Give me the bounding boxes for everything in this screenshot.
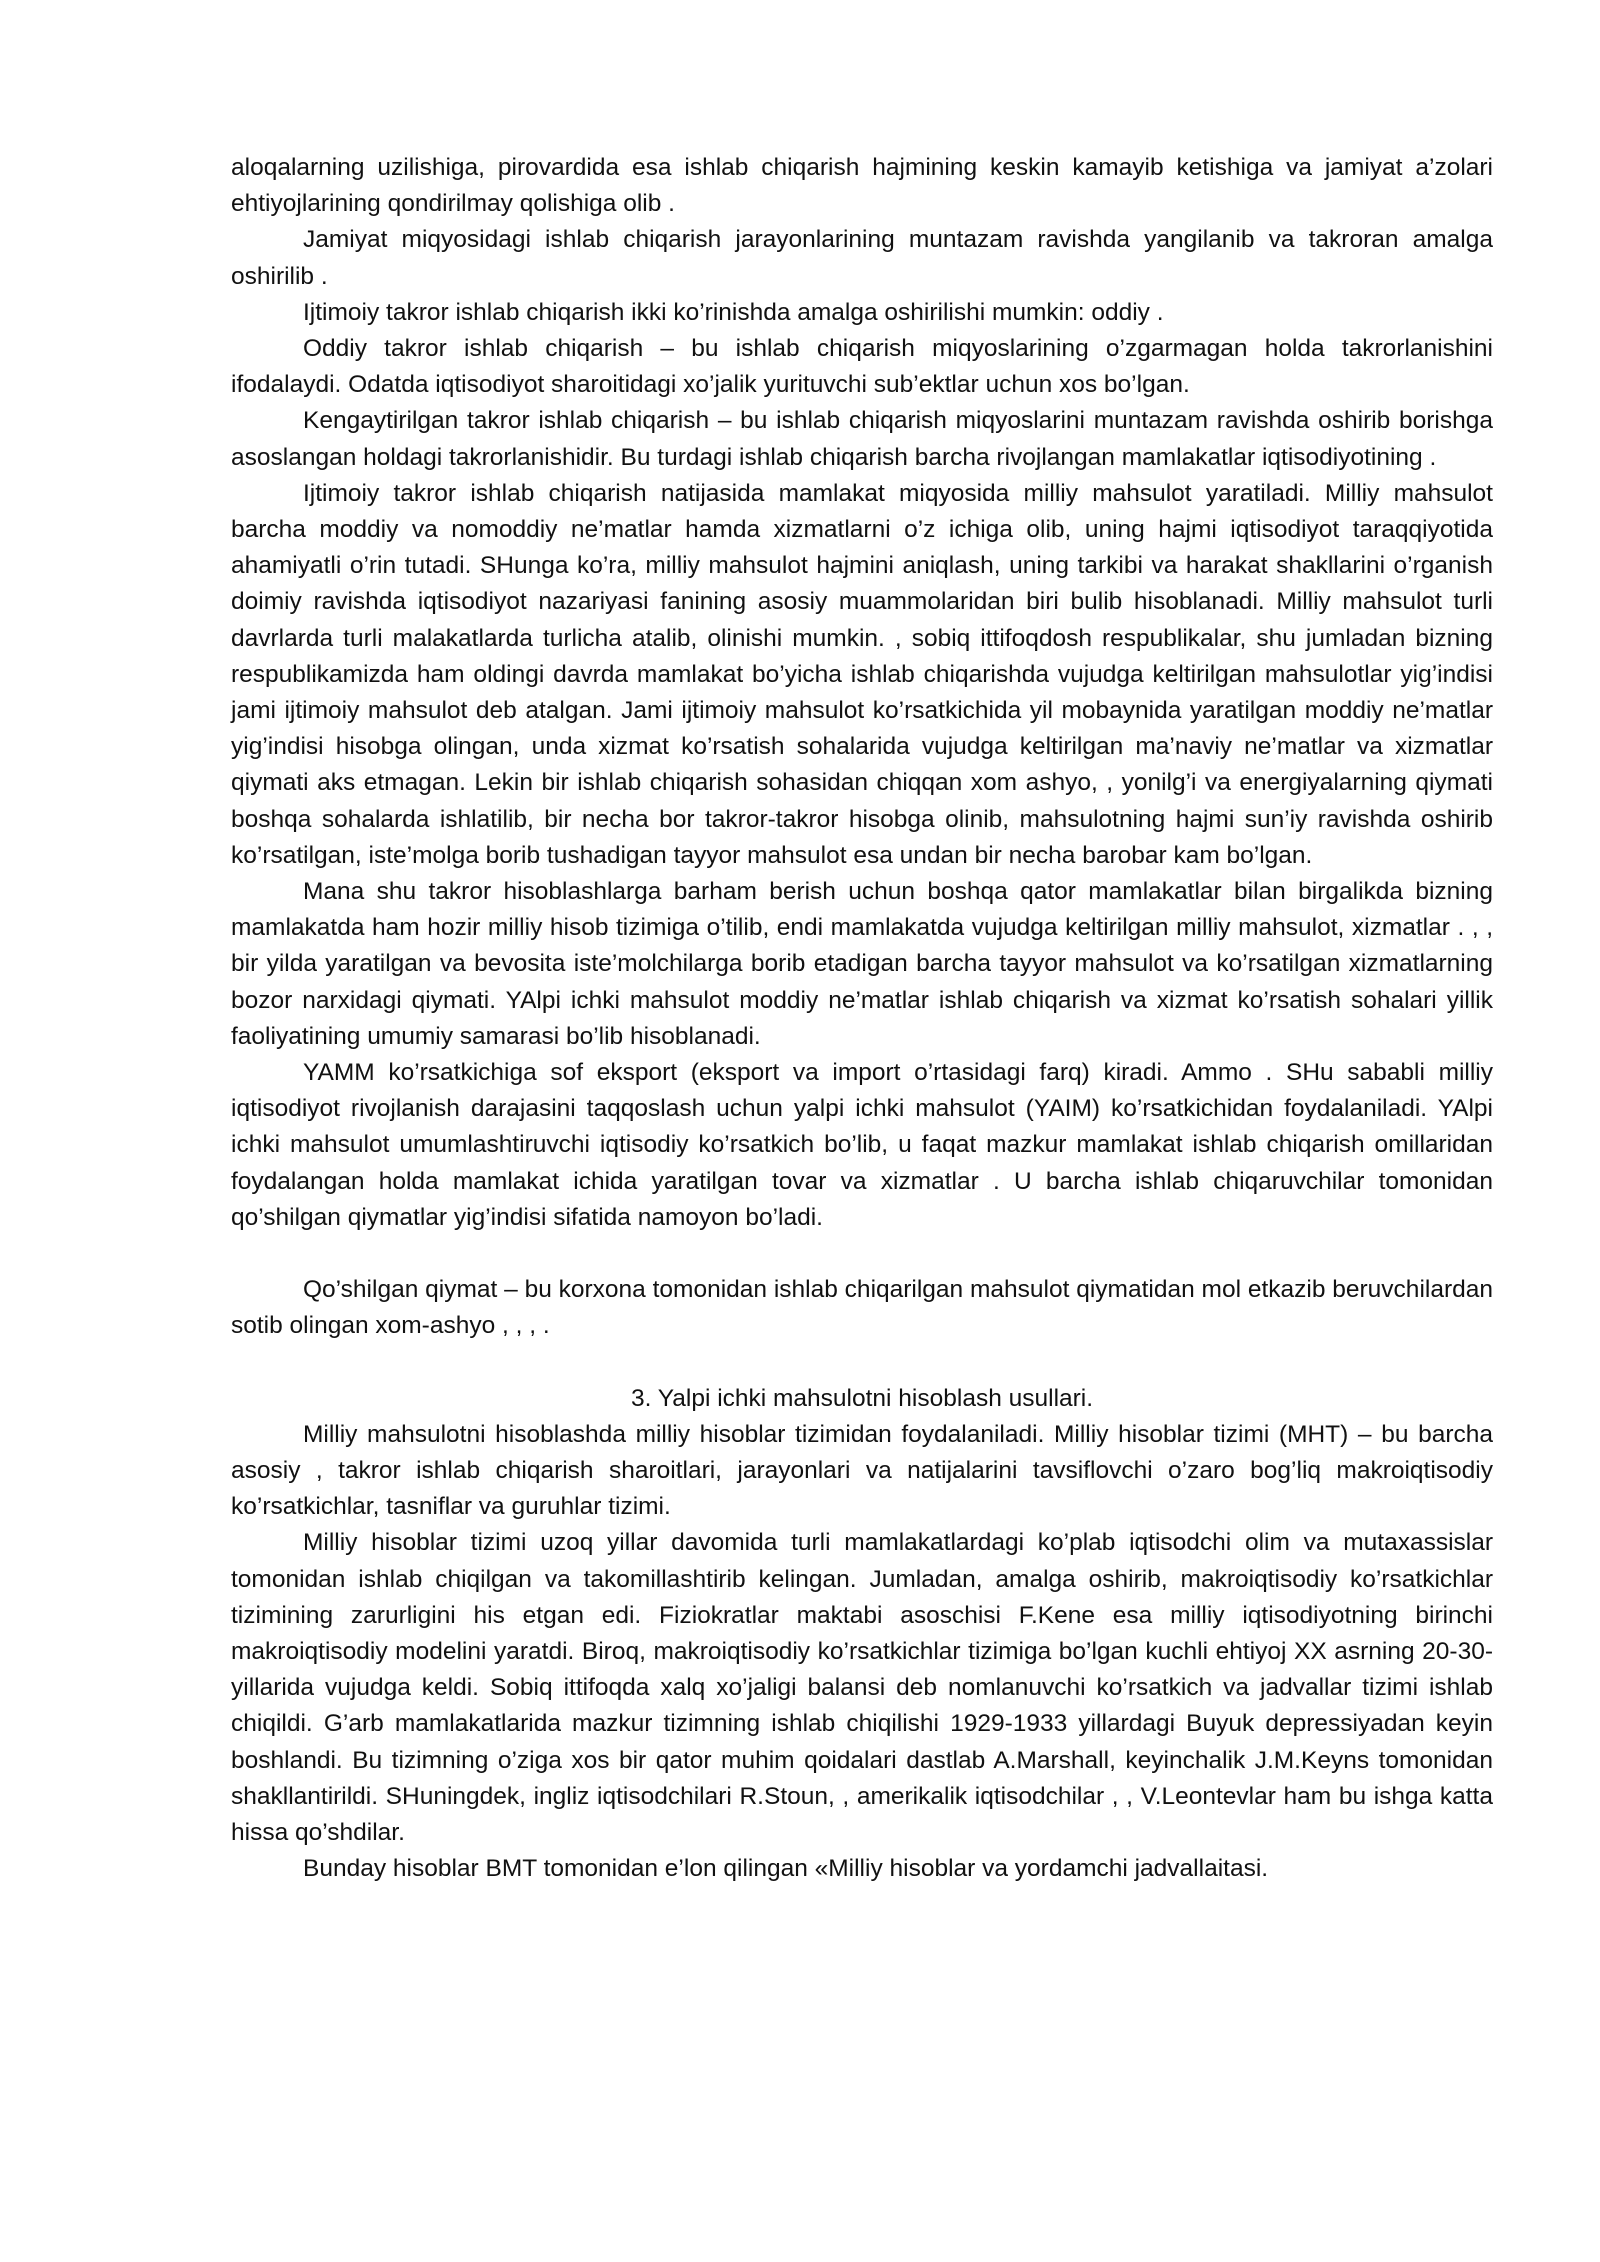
paragraph-yamm: YAMM ko’rsatkichiga sof eksport (eksport va import o’rtasidagi farq) kiradi. Ammo . SHu sababli milliy iqtisodiyot rivojlanish darajasini taqqoslash uchun yalpi ichki mahsulot (YAIM) ko’rsatkichidan foydalaniladi. YAlpi ichki mahsulot umumlashtiruvchi iqtisodiy ko’rsatkich bo’lib, u faqat mazkur mamlakat ishlab chiqarish omillaridan foydalangan holda mamlakat ichida yaratilgan tovar va xizmatlar . U barcha ishlab chiqaruvchilar tomonidan qo’shilgan qiymatlar yig’indisi sifatida namoyon bo’ladi.	[231, 1059, 1493, 1231]
paragraph-kengaytirilgan: Kengaytirilgan takror ishlab chiqarish – bu ishlab chiqarish miqyoslarini muntazam ravishda oshirib borishga asoslangan holdagi takrorlanishidir. Bu turdagi ishlab chiqarish barcha rivojlangan mamlakatlar iqtisodiyotining .	[231, 407, 1493, 471]
paragraph-mana-shu: Mana shu takror hisoblashlarga barham berish uchun boshqa qator mamlakatlar bilan birgalikda bizning mamlakatda ham hozir milliy hisob tizimiga o’tilib, endi mamlakatda vujudga keltirilgan milliy mahsulot, xizmatlar . , , bir yilda yaratilgan va bevosita iste’molchilarga borib etadigan barcha tayyor mahsulot va ko’rsatilgan xizmatlarning bozor narxidagi qiymati. YAlpi ichki mahsulot moddiy ne’matlar ishlab chiqarish va xizmat ko’rsatish sohalari yillik faoliyatining umumiy samarasi bo’lib hisoblanadi.	[231, 878, 1493, 1050]
paragraph-mht-history: Milliy hisoblar tizimi uzoq yillar davomida turli mamlakatlardagi ko’plab iqtisodchi olim va mutaxassislar tomonidan ishlab chiqilgan va takomillashtirib kelingan. Jumladan, amalga oshirib, makroiqtisodiy ko’rsatkichlar tizimining zarurligini his etgan edi. Fiziokratlar maktabi asoschisi F.Kene esa milliy iqtisodiyotning birinchi makroiqtisodiy modelini yaratdi. Biroq, makroiqtisodiy ko’rsatkichlar tizimiga bo’lgan kuchli ehtiyoj XX asrning 20-30-yillarida vujudga keldi. Sobiq ittifoqda xalq xo’jaligi balansi deb nomlanuvchi ko’rsatkich va jadvallar tizimi ishlab chiqildi. G’arb mamlakatlarida mazkur tizimning ishlab chiqilishi 1929-1933 yillardagi Buyuk depressiyadan keyin boshlandi. Bu tizimning o’ziga xos bir qator muhim qoidalari dastlab A.Marshall, keyinchalik J.M.Keyns tomonidan shakllantirildi. SHuningdek, ingliz iqtisodchilari R.Stoun, , amerikalik iqtisodchilar , , V.Leontevlar ham bu ishga katta hissa qo’shdilar.	[231, 1529, 1493, 1846]
paragraph-milliy-mahsulot: Ijtimoiy takror ishlab chiqarish natijasida mamlakat miqyosida milliy mahsulot yaratiladi. Milliy mahsulot barcha moddiy va nomoddiy ne’matlar hamda xizmatlarni o’z ichiga olib, uning hajmi iqtisodiyot taraqqiyotida ahamiyatli o’rin tutadi. SHunga ko’ra, milliy mahsulot hajmini aniqlash, uning tarkibi va harakat shakllarini o’rganish doimiy ravishda iqtisodiyot nazariyasi fanining asosiy muammolaridan biri bulib hisoblanadi. Milliy mahsulot turli davrlarda turli malakatlarda turlicha atalib, olinishi mumkin. , sobiq ittifoqdosh respublikalar, shu jumladan bizning respublikamizda ham oldingi davrda mamlakat bo’yicha ishlab chiqarishda vujudga keltirilgan mahsulotlar yig’indisi jami ijtimoiy mahsulot deb atalgan. Jami ijtimoiy mahsulot ko’rsatkichida yil mobaynida yaratilgan moddiy ne’matlar yig’indisi hisobga olingan, unda xizmat ko’rsatish sohalarida vujudga keltirilgan ma’naviy ne’matlar va xizmatlar qiymati aks etmagan. Lekin bir ishlab chiqarish sohasidan chiqqan xom ashyo, , yonilg’i va energiyalarning qiymati boshqa sohalarda ishlatilib, bir necha bor takror-takror hisobga olinib, mahsulotning hajmi sun’iy ravishda oshirib ko’rsatilgan, iste’molga borib tushadigan tayyor mahsulot esa undan bir necha barobar kam bo’lgan.	[231, 479, 1493, 869]
paragraph-bmt: Bunday hisoblar BMT tomonidan e’lon qilingan «Milliy hisoblar va yordamchi jadvallaitasi.	[303, 1855, 1269, 1883]
paragraph-continuation: aloqalarning uzilishiga, pirovardida esa ishlab chiqarish hajmining keskin kamayib ketishiga va jamiyat a’zolari ehtiyojlarining qondirilmay qolishiga olib .	[231, 154, 1493, 218]
section-heading: 3. Yalpi ichki mahsulotni hisoblash usullari.	[630, 1384, 1094, 1412]
paragraph-oddiy: Oddiy takror ishlab chiqarish – bu ishlab chiqarish miqyoslarining o’zgarmagan holda takrorlanishini ifodalaydi. Odatda iqtisodiyot sharoitidagi xo’jalik yurituvchi sub’ektlar uchun xos bo’lgan.	[231, 335, 1493, 399]
paragraph-ijtimoiy-forms: Ijtimoiy takror ishlab chiqarish ikki ko’rinishda amalga oshirilishi mumkin: oddiy .	[303, 298, 1164, 326]
paragraph-jamiyat: Jamiyat miqyosidagi ishlab chiqarish jarayonlarining muntazam ravishda yangilanib va takroran amalga oshirilib .	[231, 226, 1493, 290]
paragraph-mht: Milliy mahsulotni hisoblashda milliy hisoblar tizimidan foydalaniladi. Milliy hisoblar tizimi (MHT) – bu barcha asosiy , takror ishlab chiqarish sharoitlari, jarayonlari va natijalarini tavsiflovchi o’zaro bog’liq makroiqtisodiy ko’rsatkichlar, tasniflar va guruhlar tizimi.	[231, 1420, 1493, 1521]
document-page	[231, 150, 1493, 1887]
paragraph-qoshilgan-qiymat: Qo’shilgan qiymat – bu korxona tomonidan ishlab chiqarilgan mahsulot qiymatidan mol etkazib beruvchilardan sotib olingan xom-ashyo , , , .	[231, 1276, 1493, 1340]
